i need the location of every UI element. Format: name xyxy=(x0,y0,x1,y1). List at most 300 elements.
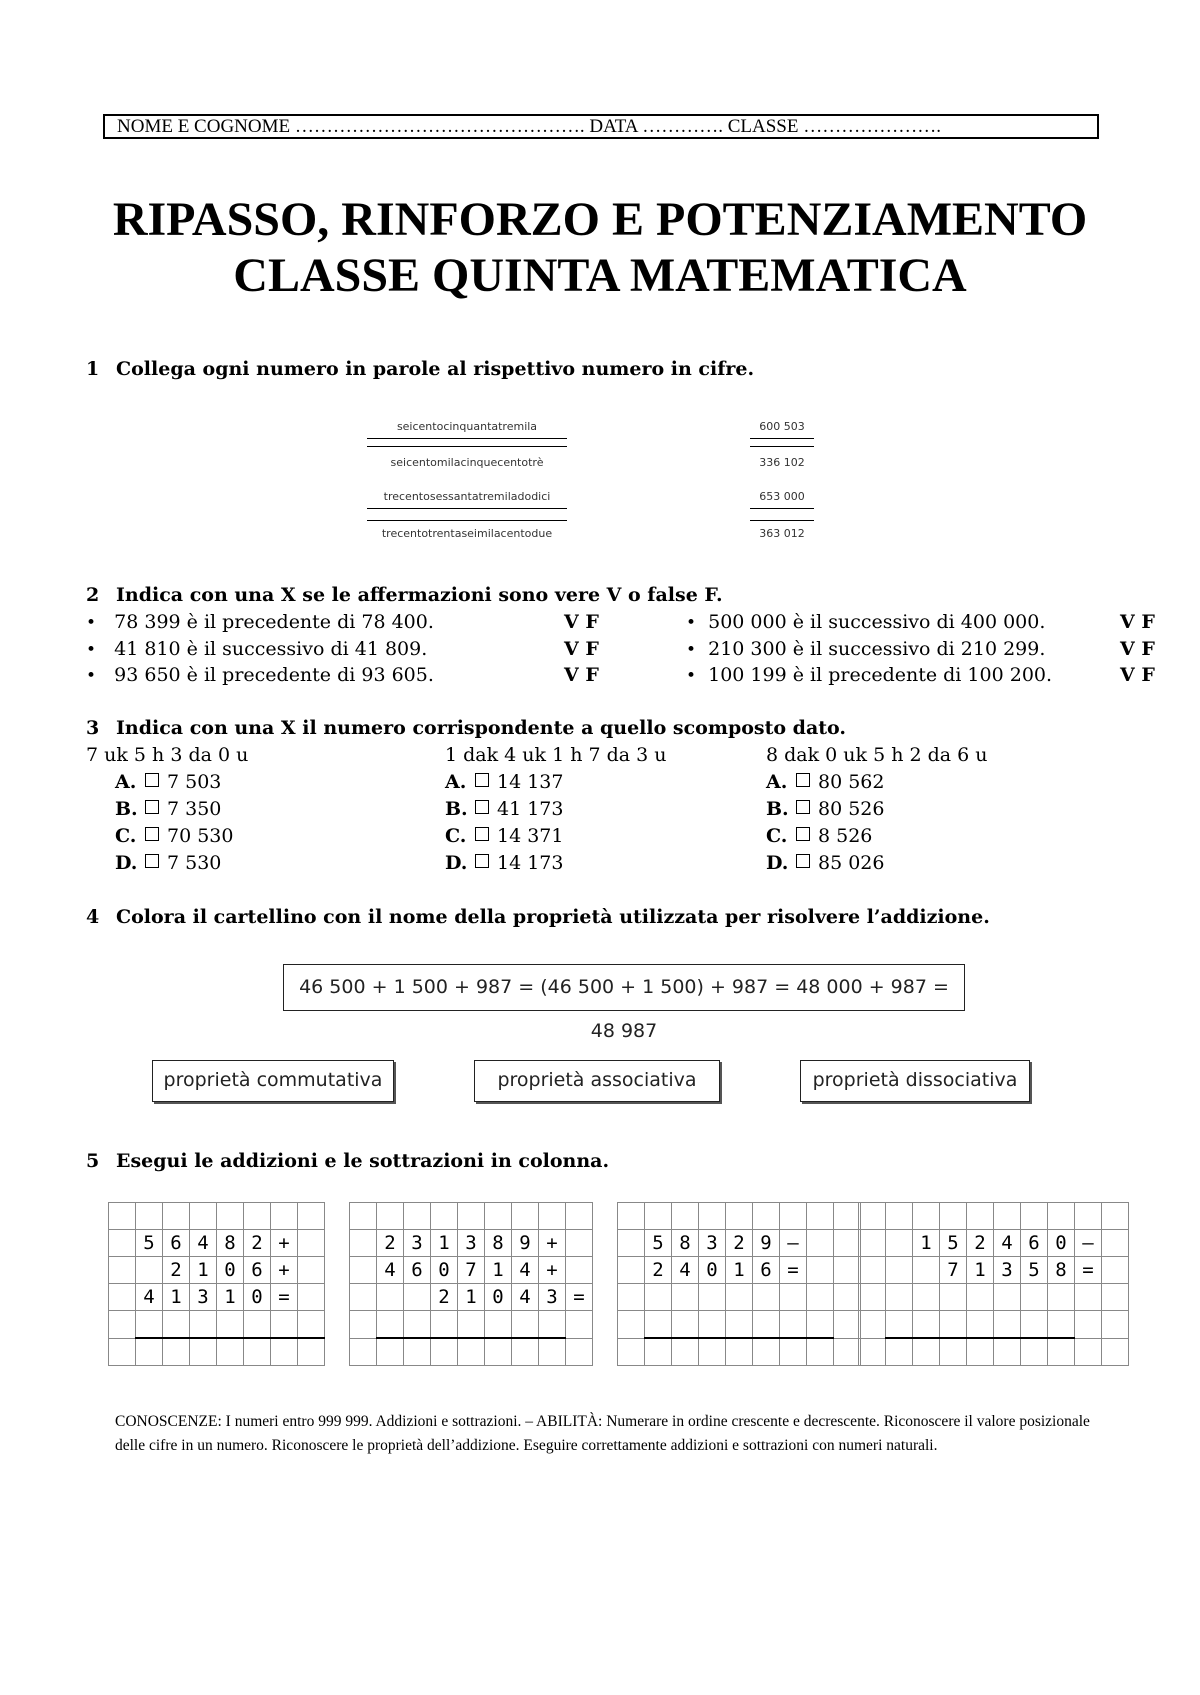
checkbox-icon[interactable] xyxy=(475,827,489,841)
grid-cell[interactable] xyxy=(298,1230,325,1257)
question-number: 3 xyxy=(86,717,100,739)
grid-cell[interactable] xyxy=(377,1311,404,1339)
grid-cell[interactable] xyxy=(618,1311,645,1339)
grid-cell[interactable] xyxy=(886,1338,913,1366)
grid-cell[interactable] xyxy=(807,1284,834,1311)
grid-cell[interactable] xyxy=(350,1284,377,1311)
grid-cell[interactable] xyxy=(431,1338,458,1366)
grid-cell[interactable] xyxy=(190,1311,217,1339)
grid-cell[interactable]: 3 xyxy=(458,1230,485,1257)
grid-cell[interactable] xyxy=(994,1311,1021,1339)
grid-cell[interactable] xyxy=(1021,1203,1048,1230)
grid-cell[interactable] xyxy=(404,1203,431,1230)
grid-cell[interactable] xyxy=(485,1311,512,1339)
grid-cell[interactable] xyxy=(726,1203,753,1230)
grid-cell[interactable] xyxy=(1102,1203,1129,1230)
grid-cell[interactable] xyxy=(136,1338,163,1366)
grid-cell[interactable]: 6 xyxy=(1021,1230,1048,1257)
grid-cell[interactable] xyxy=(512,1311,539,1339)
grid-cell[interactable] xyxy=(217,1311,244,1339)
statement-row xyxy=(686,664,1052,686)
grid-cell[interactable] xyxy=(913,1284,940,1311)
grid-cell[interactable] xyxy=(163,1338,190,1366)
checkbox-icon[interactable] xyxy=(796,773,810,787)
grid-cell[interactable] xyxy=(1102,1284,1129,1311)
grid-cell[interactable] xyxy=(404,1284,431,1311)
grid-cell[interactable] xyxy=(780,1284,807,1311)
checkbox-icon[interactable] xyxy=(796,854,810,868)
decomposed-number: 8 dak 0 uk 5 h 2 da 6 u xyxy=(766,744,988,766)
grid-cell[interactable] xyxy=(699,1203,726,1230)
grid-cell[interactable] xyxy=(859,1284,886,1311)
grid-cell[interactable] xyxy=(1048,1284,1075,1311)
grid-cell[interactable] xyxy=(672,1311,699,1339)
grid-cell[interactable]: 5 xyxy=(1021,1257,1048,1284)
grid-cell[interactable] xyxy=(726,1338,753,1366)
statement-row xyxy=(86,664,434,686)
grid-cell[interactable] xyxy=(913,1257,940,1284)
grid-cell[interactable]: 3 xyxy=(539,1284,566,1311)
grid-cell[interactable]: 2 xyxy=(967,1230,994,1257)
grid-cell[interactable]: 5 xyxy=(136,1230,163,1257)
checkbox-icon[interactable] xyxy=(475,854,489,868)
true-false-options[interactable]: V F xyxy=(564,664,599,686)
question-text: Esegui le addizioni e le sottrazioni in colonna. xyxy=(116,1150,610,1172)
grid-cell[interactable] xyxy=(458,1338,485,1366)
checkbox-icon[interactable] xyxy=(475,800,489,814)
grid-cell[interactable] xyxy=(1021,1311,1048,1339)
grid-cell[interactable]: 4 xyxy=(377,1257,404,1284)
true-false-options[interactable]: V F xyxy=(1120,611,1155,633)
grid-cell[interactable] xyxy=(1102,1257,1129,1284)
checkbox-icon[interactable] xyxy=(145,773,159,787)
divider xyxy=(750,508,814,509)
grid-row xyxy=(109,1284,325,1311)
grid-cell[interactable] xyxy=(539,1338,566,1366)
question-2-title xyxy=(86,584,723,606)
grid-cell[interactable] xyxy=(485,1203,512,1230)
match-number: 653 000 xyxy=(759,490,805,503)
property-card-associative[interactable]: proprietà associativa xyxy=(474,1060,720,1102)
option-letter: A. xyxy=(445,771,467,793)
grid-cell[interactable] xyxy=(1048,1338,1075,1366)
grid-cell[interactable] xyxy=(109,1257,136,1284)
match-number: 600 503 xyxy=(759,420,805,433)
grid-cell[interactable] xyxy=(458,1311,485,1339)
grid-cell[interactable] xyxy=(994,1284,1021,1311)
grid-cell[interactable]: 1 xyxy=(485,1257,512,1284)
grid-cell[interactable] xyxy=(566,1230,593,1257)
answer-option[interactable] xyxy=(115,825,233,847)
grid-cell[interactable]: + xyxy=(539,1257,566,1284)
true-false-options[interactable]: V F xyxy=(1120,638,1155,660)
grid-cell[interactable] xyxy=(913,1338,940,1366)
option-value: 14 173 xyxy=(497,852,564,874)
grid-row xyxy=(109,1230,325,1257)
grid-cell[interactable]: 8 xyxy=(217,1230,244,1257)
grid-cell[interactable]: 2 xyxy=(645,1257,672,1284)
answer-option[interactable] xyxy=(766,771,884,793)
grid-cell[interactable]: 3 xyxy=(190,1284,217,1311)
true-false-options[interactable]: V F xyxy=(564,611,599,633)
bullet: • xyxy=(86,666,97,686)
grid-cell[interactable] xyxy=(1048,1203,1075,1230)
grid-cell[interactable] xyxy=(645,1338,672,1366)
grid-cell[interactable] xyxy=(163,1203,190,1230)
divider xyxy=(367,446,567,447)
grid-cell[interactable] xyxy=(404,1311,431,1339)
grid-cell[interactable] xyxy=(431,1311,458,1339)
grid-cell[interactable]: 6 xyxy=(404,1257,431,1284)
grid-cell[interactable]: 2 xyxy=(726,1230,753,1257)
statement-row xyxy=(686,611,1045,633)
grid-cell[interactable] xyxy=(217,1203,244,1230)
grid-cell[interactable] xyxy=(350,1311,377,1339)
grid-cell[interactable]: – xyxy=(1075,1230,1102,1257)
grid-cell[interactable] xyxy=(807,1257,834,1284)
grid-cell[interactable] xyxy=(807,1338,834,1366)
grid-cell[interactable] xyxy=(859,1338,886,1366)
grid-cell[interactable] xyxy=(512,1338,539,1366)
grid-cell[interactable]: 2 xyxy=(377,1230,404,1257)
grid-cell[interactable]: 1 xyxy=(190,1257,217,1284)
grid-cell[interactable] xyxy=(1102,1311,1129,1339)
grid-cell[interactable]: + xyxy=(271,1230,298,1257)
grid-cell[interactable] xyxy=(645,1284,672,1311)
grid-cell[interactable]: 1 xyxy=(913,1230,940,1257)
grid-cell[interactable] xyxy=(512,1203,539,1230)
option-value: 41 173 xyxy=(497,798,564,820)
grid-cell[interactable] xyxy=(753,1338,780,1366)
grid-cell[interactable] xyxy=(566,1311,593,1339)
grid-cell[interactable] xyxy=(967,1203,994,1230)
grid-cell[interactable] xyxy=(807,1311,834,1339)
grid-cell[interactable] xyxy=(994,1338,1021,1366)
grid-cell[interactable] xyxy=(539,1203,566,1230)
answer-option[interactable] xyxy=(766,825,872,847)
grid-cell[interactable]: 9 xyxy=(512,1230,539,1257)
true-false-options[interactable]: V F xyxy=(1120,664,1155,686)
grid-cell[interactable]: 3 xyxy=(404,1230,431,1257)
addition-expression: 46 500 + 1 500 + 987 = (46 500 + 1 500) + 987 = 48 000 + 987 = 48 987 xyxy=(283,964,965,1011)
grid-cell[interactable] xyxy=(994,1203,1021,1230)
option-letter: C. xyxy=(115,825,137,847)
grid-cell[interactable] xyxy=(886,1284,913,1311)
grid-cell[interactable]: 9 xyxy=(753,1230,780,1257)
grid-cell[interactable] xyxy=(618,1338,645,1366)
grid-cell[interactable] xyxy=(404,1338,431,1366)
grid-cell[interactable] xyxy=(780,1338,807,1366)
grid-cell[interactable] xyxy=(458,1203,485,1230)
grid-cell[interactable] xyxy=(886,1230,913,1257)
grid-cell[interactable] xyxy=(834,1311,861,1339)
grid-cell[interactable] xyxy=(109,1338,136,1366)
grid-cell[interactable] xyxy=(377,1338,404,1366)
grid-cell[interactable]: 8 xyxy=(485,1230,512,1257)
grid-cell[interactable]: 5 xyxy=(645,1230,672,1257)
grid-cell[interactable] xyxy=(834,1257,861,1284)
grid-cell[interactable]: 1 xyxy=(967,1257,994,1284)
grid-cell[interactable] xyxy=(298,1338,325,1366)
column-operation-grid[interactable] xyxy=(108,1202,325,1366)
checkbox-icon[interactable] xyxy=(145,854,159,868)
grid-cell[interactable] xyxy=(431,1203,458,1230)
grid-cell[interactable]: 2 xyxy=(431,1284,458,1311)
grid-cell[interactable] xyxy=(967,1284,994,1311)
grid-cell[interactable] xyxy=(699,1284,726,1311)
option-letter: A. xyxy=(766,771,788,793)
grid-cell[interactable]: 0 xyxy=(1048,1230,1075,1257)
grid-cell[interactable] xyxy=(298,1203,325,1230)
grid-row xyxy=(109,1311,325,1339)
answer-option[interactable] xyxy=(445,771,563,793)
grid-cell[interactable]: 0 xyxy=(699,1257,726,1284)
option-value: 7 530 xyxy=(167,852,222,874)
option-letter: D. xyxy=(766,852,789,874)
grid-cell[interactable] xyxy=(136,1203,163,1230)
grid-row xyxy=(618,1203,861,1230)
grid-cell[interactable] xyxy=(859,1203,886,1230)
grid-cell[interactable] xyxy=(618,1230,645,1257)
column-operation-grid[interactable] xyxy=(858,1202,1129,1366)
grid-cell[interactable]: = xyxy=(271,1284,298,1311)
grid-row xyxy=(350,1284,593,1311)
grid-cell[interactable] xyxy=(190,1338,217,1366)
grid-cell[interactable] xyxy=(163,1311,190,1339)
grid-cell[interactable] xyxy=(1075,1338,1102,1366)
grid-cell[interactable] xyxy=(886,1311,913,1339)
grid-cell[interactable] xyxy=(1075,1203,1102,1230)
grid-cell[interactable]: 1 xyxy=(726,1257,753,1284)
property-card-commutative[interactable]: proprietà commutativa xyxy=(152,1060,394,1102)
grid-cell[interactable]: + xyxy=(271,1257,298,1284)
grid-cell[interactable] xyxy=(967,1311,994,1339)
grid-cell[interactable]: 3 xyxy=(699,1230,726,1257)
grid-row xyxy=(618,1284,861,1311)
column-operation-grid[interactable] xyxy=(349,1202,593,1366)
grid-cell[interactable] xyxy=(834,1338,861,1366)
statement-row xyxy=(86,638,427,660)
grid-cell[interactable] xyxy=(699,1338,726,1366)
grid-cell[interactable] xyxy=(1075,1284,1102,1311)
grid-cell[interactable]: 2 xyxy=(163,1257,190,1284)
grid-cell[interactable] xyxy=(539,1311,566,1339)
grid-cell[interactable]: 4 xyxy=(190,1230,217,1257)
grid-row xyxy=(859,1284,1129,1311)
grid-cell[interactable]: 4 xyxy=(512,1284,539,1311)
grid-cell[interactable] xyxy=(377,1203,404,1230)
grid-cell[interactable] xyxy=(859,1230,886,1257)
divider xyxy=(367,520,567,521)
grid-cell[interactable] xyxy=(618,1284,645,1311)
grid-cell[interactable] xyxy=(645,1203,672,1230)
grid-cell[interactable] xyxy=(967,1338,994,1366)
grid-cell[interactable] xyxy=(136,1257,163,1284)
bullet: • xyxy=(686,640,697,660)
answer-option[interactable] xyxy=(115,798,221,820)
grid-cell[interactable]: 5 xyxy=(940,1230,967,1257)
answer-option[interactable] xyxy=(115,852,221,874)
answer-option[interactable] xyxy=(766,852,884,874)
grid-cell[interactable] xyxy=(672,1338,699,1366)
grid-cell[interactable]: 8 xyxy=(672,1230,699,1257)
question-text: Indica con una X il numero corrispondente a quello scomposto dato. xyxy=(116,717,846,739)
grid-cell[interactable] xyxy=(672,1284,699,1311)
grid-row xyxy=(350,1311,593,1339)
grid-cell[interactable] xyxy=(940,1338,967,1366)
grid-cell[interactable]: 8 xyxy=(1048,1257,1075,1284)
grid-cell[interactable]: 1 xyxy=(217,1284,244,1311)
grid-cell[interactable] xyxy=(566,1257,593,1284)
grid-cell[interactable]: – xyxy=(780,1230,807,1257)
grid-cell[interactable] xyxy=(136,1311,163,1339)
grid-cell[interactable] xyxy=(940,1203,967,1230)
grid-cell[interactable] xyxy=(271,1311,298,1339)
grid-cell[interactable] xyxy=(834,1284,861,1311)
grid-cell[interactable] xyxy=(244,1203,271,1230)
grid-cell[interactable] xyxy=(618,1203,645,1230)
match-word: trecentosessantatremiladodici xyxy=(383,490,551,503)
checkbox-icon[interactable] xyxy=(796,827,810,841)
grid-cell[interactable]: 1 xyxy=(458,1284,485,1311)
grid-cell[interactable] xyxy=(109,1284,136,1311)
grid-cell[interactable]: = xyxy=(1075,1257,1102,1284)
true-false-options[interactable]: V F xyxy=(564,638,599,660)
option-letter: D. xyxy=(115,852,138,874)
grid-cell[interactable] xyxy=(109,1230,136,1257)
grid-cell[interactable]: 0 xyxy=(485,1284,512,1311)
grid-cell[interactable] xyxy=(298,1257,325,1284)
option-letter: D. xyxy=(445,852,468,874)
grid-cell[interactable] xyxy=(271,1338,298,1366)
grid-cell[interactable]: 2 xyxy=(244,1230,271,1257)
grid-cell[interactable] xyxy=(298,1311,325,1339)
grid-cell[interactable] xyxy=(1075,1311,1102,1339)
grid-cell[interactable] xyxy=(753,1311,780,1339)
grid-cell[interactable] xyxy=(190,1203,217,1230)
property-card-dissociative[interactable]: proprietà dissociativa xyxy=(800,1060,1030,1102)
grid-cell[interactable] xyxy=(1048,1311,1075,1339)
grid-cell[interactable] xyxy=(834,1203,861,1230)
page-title-line1: RIPASSO, RINFORZO E POTENZIAMENTO xyxy=(112,193,1088,246)
grid-cell[interactable]: 6 xyxy=(753,1257,780,1284)
grid-cell[interactable] xyxy=(1021,1338,1048,1366)
grid-cell[interactable] xyxy=(566,1203,593,1230)
grid-cell[interactable] xyxy=(886,1203,913,1230)
grid-row xyxy=(618,1257,861,1284)
bullet: • xyxy=(86,613,97,633)
grid-cell[interactable] xyxy=(109,1203,136,1230)
grid-cell[interactable] xyxy=(940,1311,967,1339)
grid-cell[interactable]: + xyxy=(539,1230,566,1257)
grid-cell[interactable] xyxy=(699,1311,726,1339)
option-value: 14 371 xyxy=(497,825,564,847)
grid-cell[interactable] xyxy=(1021,1284,1048,1311)
grid-cell[interactable] xyxy=(271,1203,298,1230)
checkbox-icon[interactable] xyxy=(145,827,159,841)
answer-option[interactable] xyxy=(766,798,884,820)
grid-cell[interactable] xyxy=(672,1203,699,1230)
grid-cell[interactable] xyxy=(1102,1230,1129,1257)
grid-cell[interactable] xyxy=(350,1257,377,1284)
grid-cell[interactable] xyxy=(780,1203,807,1230)
grid-cell[interactable] xyxy=(726,1284,753,1311)
grid-cell[interactable] xyxy=(350,1203,377,1230)
answer-option[interactable] xyxy=(445,852,563,874)
column-operation-grid[interactable] xyxy=(617,1202,861,1366)
grid-cell[interactable]: 3 xyxy=(994,1257,1021,1284)
match-number: 363 012 xyxy=(759,527,805,540)
question-number: 5 xyxy=(86,1150,100,1172)
grid-cell[interactable] xyxy=(859,1311,886,1339)
grid-cell[interactable] xyxy=(109,1311,136,1339)
grid-cell[interactable] xyxy=(377,1284,404,1311)
grid-cell[interactable] xyxy=(913,1203,940,1230)
grid-cell[interactable] xyxy=(753,1203,780,1230)
checkbox-icon[interactable] xyxy=(475,773,489,787)
grid-cell[interactable]: = xyxy=(780,1257,807,1284)
grid-cell[interactable] xyxy=(913,1311,940,1339)
grid-cell[interactable]: 0 xyxy=(217,1257,244,1284)
divider xyxy=(367,508,567,509)
grid-cell[interactable] xyxy=(217,1338,244,1366)
answer-option[interactable] xyxy=(445,825,563,847)
grid-cell[interactable] xyxy=(566,1338,593,1366)
grid-cell[interactable] xyxy=(780,1311,807,1339)
grid-cell[interactable] xyxy=(807,1230,834,1257)
grid-cell[interactable]: 6 xyxy=(244,1257,271,1284)
grid-cell[interactable]: 0 xyxy=(244,1284,271,1311)
grid-cell[interactable]: 1 xyxy=(163,1284,190,1311)
grid-cell[interactable] xyxy=(940,1284,967,1311)
grid-cell[interactable]: 0 xyxy=(431,1257,458,1284)
grid-cell[interactable] xyxy=(753,1284,780,1311)
grid-cell[interactable] xyxy=(645,1311,672,1339)
grid-cell[interactable] xyxy=(886,1257,913,1284)
option-letter: C. xyxy=(766,825,788,847)
decomposed-number: 1 dak 4 uk 1 h 7 da 3 u xyxy=(445,744,667,766)
grid-cell[interactable] xyxy=(350,1230,377,1257)
grid-cell[interactable] xyxy=(485,1338,512,1366)
grid-cell[interactable]: 1 xyxy=(431,1230,458,1257)
grid-cell[interactable] xyxy=(244,1338,271,1366)
checkbox-icon[interactable] xyxy=(145,800,159,814)
grid-cell[interactable]: 6 xyxy=(163,1230,190,1257)
grid-cell[interactable]: 7 xyxy=(940,1257,967,1284)
checkbox-icon[interactable] xyxy=(796,800,810,814)
grid-cell[interactable] xyxy=(807,1203,834,1230)
grid-cell[interactable]: 4 xyxy=(672,1257,699,1284)
grid-cell[interactable]: 4 xyxy=(512,1257,539,1284)
grid-cell[interactable] xyxy=(350,1338,377,1366)
grid-row xyxy=(350,1203,593,1230)
answer-option[interactable] xyxy=(115,771,221,793)
option-value: 70 530 xyxy=(167,825,234,847)
grid-row xyxy=(618,1311,861,1339)
grid-cell[interactable]: 4 xyxy=(994,1230,1021,1257)
grid-cell[interactable] xyxy=(244,1311,271,1339)
grid-cell[interactable]: 7 xyxy=(458,1257,485,1284)
grid-cell[interactable] xyxy=(298,1284,325,1311)
grid-cell[interactable] xyxy=(859,1257,886,1284)
answer-option[interactable] xyxy=(445,798,563,820)
grid-cell[interactable]: = xyxy=(566,1284,593,1311)
grid-cell[interactable]: 4 xyxy=(136,1284,163,1311)
grid-cell[interactable] xyxy=(618,1257,645,1284)
grid-cell[interactable] xyxy=(726,1311,753,1339)
grid-cell[interactable] xyxy=(834,1230,861,1257)
grid-cell[interactable] xyxy=(1102,1338,1129,1366)
